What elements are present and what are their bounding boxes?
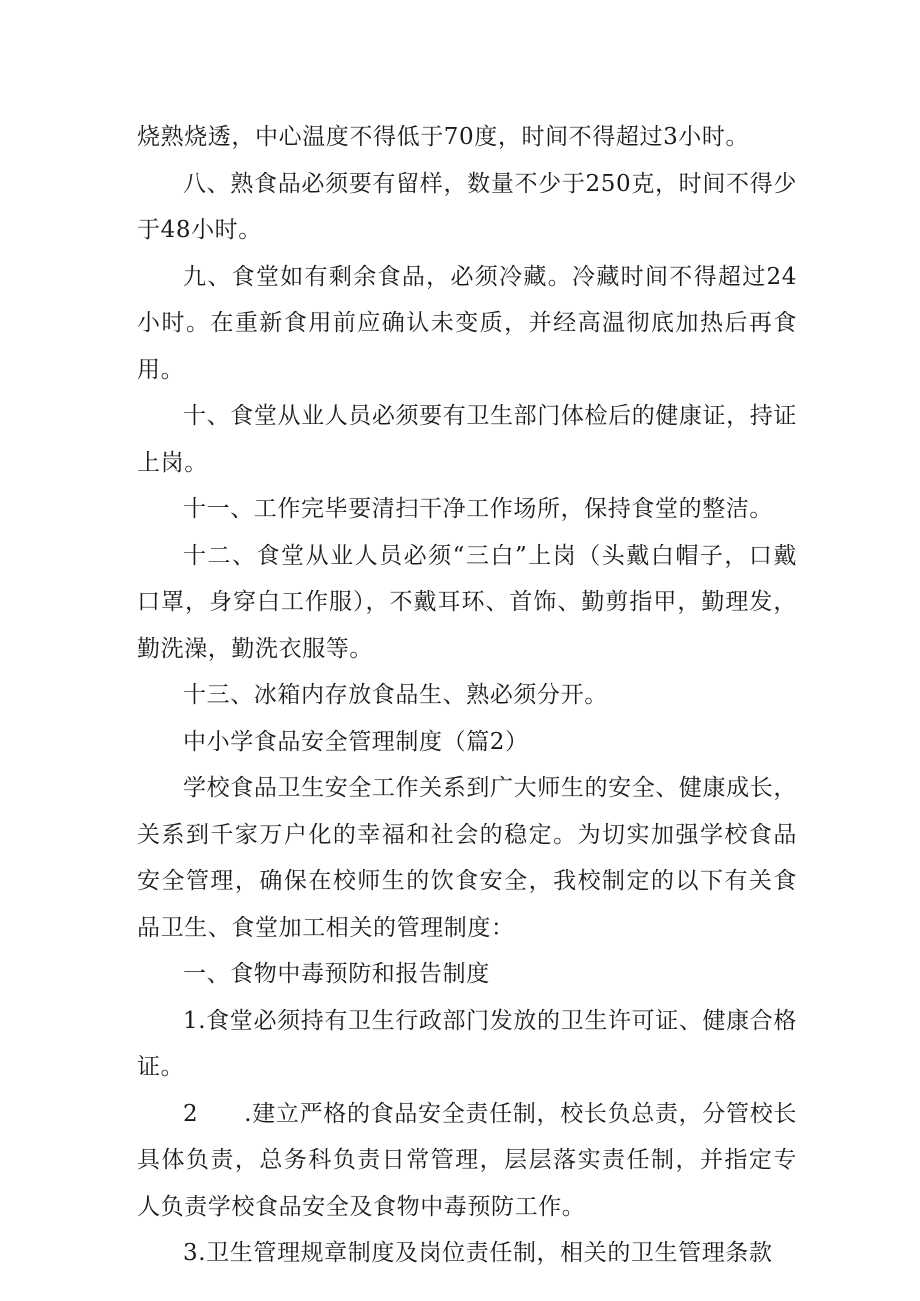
paragraph-item-13: 十三、冰箱内存放食品生、熟必须分开。 (183, 682, 608, 708)
paragraph-item-11: 十一、工作完毕要清扫干净工作场所，保持食堂的整洁。 (183, 496, 773, 522)
paragraph-item-9: 九、食堂如有剩余食品，必须冷藏。冷藏时间不得超过24小时。在重新食用前应确认未变质，并经高温彻底加热后再食用。 (137, 263, 797, 383)
paragraph-intro: 学校食品卫生安全工作关系到广大师生的安全、健康成长，关系到千家万户化的幸福和社会的稳定。为切实加强学校食品安全管理，确保在校师生的饮食安全，我校制定的以下有关食品卫生、食堂加工相关的管理制度： (137, 775, 797, 941)
paragraph-item-8: 八、熟食品必须要有留样，数量不少于250克，时间不得少于48小时。 (137, 170, 797, 243)
list-item-3: 3.卫生管理规章制度及岗位责任制，相关的卫生管理条款 (183, 1240, 773, 1266)
list-item-2-number: 2 (183, 1100, 199, 1127)
paragraph-item-12: 十二、食堂从业人员必须“三白”上岗（头戴白帽子，口戴口罩，身穿白工作服），不戴耳环、首饰、勤剪指甲，勤理发，勤洗澡，勤洗衣服等。 (137, 542, 797, 662)
paragraph-item-10: 十、食堂从业人员必须要有卫生部门体检后的健康证，持证上岗。 (137, 403, 797, 476)
section-heading-part-2: 中小学食品安全管理制度（篇2） (183, 728, 529, 755)
paragraph-continuation: 烧熟烧透，中心温度不得低于70度，时间不得超过3小时。 (137, 124, 750, 150)
list-item-2-text: .建立严格的食品安全责任制，校长负总责，分管校长具体负责，总务科负责日常管理，层层落实责任制，并指定专人负责学校食品安全及食物中毒预防工作。 (137, 1100, 797, 1220)
list-item-2 (137, 1091, 797, 1231)
list-item-1: 1.食堂必须持有卫生行政部门发放的卫生许可证、健康合格证。 (137, 1007, 797, 1080)
subsection-heading-1: 一、食物中毒预防和报告制度 (183, 961, 490, 987)
document-body (137, 114, 797, 1277)
